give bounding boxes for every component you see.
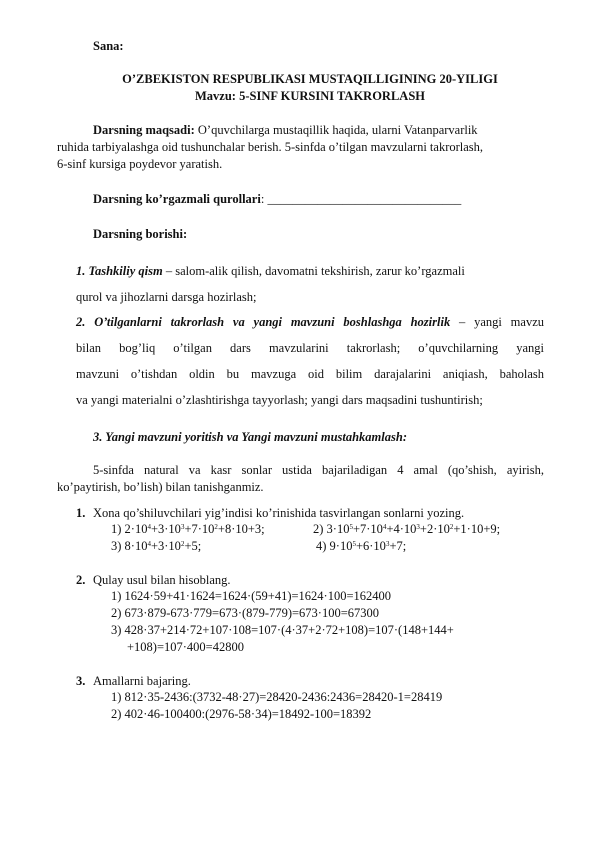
goal-label: Darsning maqsadi:	[93, 123, 195, 137]
task-3-item-1: 1) 812·35-2436:(3732-48·27)=28420-2436:2436=28420-1=28419	[111, 690, 443, 704]
task-2-item-3-cont: +108)=107·400=42800	[127, 640, 244, 654]
task-2-item-1: 1) 1624·59+41·1624=1624·(59+41)=1624·100=162400	[111, 589, 392, 603]
goal-line-1	[93, 123, 478, 138]
step-2-line-2: bilan bog’liq o’tilgan dars mavzularini takrorlash; o’quvchilarning yangi	[76, 341, 544, 355]
step-1-text: – salom-alik qilish, davomatni tekshirish, zarur ko’rgazmali	[162, 264, 465, 278]
tools-blank: : _______________________________	[260, 192, 462, 206]
step-1-line-1	[76, 264, 465, 279]
tools-line	[93, 192, 461, 207]
goal-line-3: 6-sinf kursiga poydevor yaratish.	[57, 157, 223, 171]
intro-line-1: 5-sinfda natural va kasr sonlar ustida bajariladigan 4 amal (qo’shish, ayirish,	[93, 463, 544, 477]
date-label: Sana:	[93, 39, 124, 53]
task-2-number: 2.	[76, 573, 86, 587]
goal-line-2: ruhida tarbiyalashga oid tushunchalar berish. 5-sinfda o’tilgan mavzularni takrorlash,	[57, 140, 484, 154]
step-2-text: – yangi mavzu	[450, 315, 544, 329]
task-1-number: 1.	[76, 506, 86, 520]
step-1-title: 1. Tashkiliy qism	[76, 264, 163, 278]
step-2-line-1	[76, 315, 544, 330]
step-2-title: 2. O’tilganlarni takrorlash va yangi mavzuni boshlashga hozirlik	[76, 315, 451, 329]
task-2-item-2: 2) 673·879-673·779=673·(879-779)=673·100=67300	[111, 606, 379, 620]
intro-line-2: ko’paytirish, bo’lish) bilan tanishganmiz.	[57, 480, 264, 494]
task-1-item-3: 3) $8\cdot 10^4+3\cdot 10^2+5$;	[111, 539, 202, 553]
step-2-line-4: va yangi materialni o’zlashtirishga tayyorlash; yangi dars maqsadini tushuntirish;	[76, 393, 483, 407]
task-3-text: Amallarni bajaring.	[93, 674, 191, 688]
task-1-item-1: 1) $2\cdot 10^4+3\cdot 10^3+7\cdot 10^2+8\cdot 10+3$;	[111, 522, 265, 536]
process-label: Darsning borishi:	[93, 227, 188, 241]
task-3-number: 3.	[76, 674, 86, 688]
topic-title: Mavzu: 5-SINF KURSINI TAKRORLASH	[195, 89, 425, 103]
tools-label: Darsning ko’rgazmali qurollari	[93, 192, 261, 206]
step-2-line-3: mavzuni o’tishdan oldin bu mavzuga oid bilim darajalarini aniqiash, baholash	[76, 367, 544, 381]
step-1-line-2: qurol va jihozlarni darsga hozirlash;	[76, 290, 257, 304]
step-3-title: 3. Yangi mavzuni yoritish va Yangi mavzuni mustahkamlash:	[93, 430, 407, 444]
task-2-text: Qulay usul bilan hisoblang.	[93, 573, 231, 587]
task-1-item-2: 2) $3\cdot 10^5+7\cdot 10^4+4\cdot 10^3+2\cdot 10^2+1\cdot 10+9$;	[313, 522, 501, 536]
task-1-text: Xona qo’shiluvchilari yig’indisi ko’rinishida tasvirlangan sonlarni yozing.	[93, 506, 465, 520]
page-title: O’ZBEKISTON RESPUBLIKASI MUSTAQILLIGINING 20-YILIGI	[122, 72, 498, 86]
goal-text-1: O’quvchilarga mustaqillik haqida, ularni Vatanparvarlik	[194, 123, 478, 137]
task-1-item-4: 4) $9\cdot 10^5+6\cdot 10^3+7$;	[316, 539, 407, 553]
task-3-item-2: 2) 402·46-100400:(2976-58·34)=18492-100=18392	[111, 707, 372, 721]
task-2-item-3: 3) 428·37+214·72+107·108=107·(4·37+2·72+108)=107·(148+144+	[111, 623, 454, 637]
